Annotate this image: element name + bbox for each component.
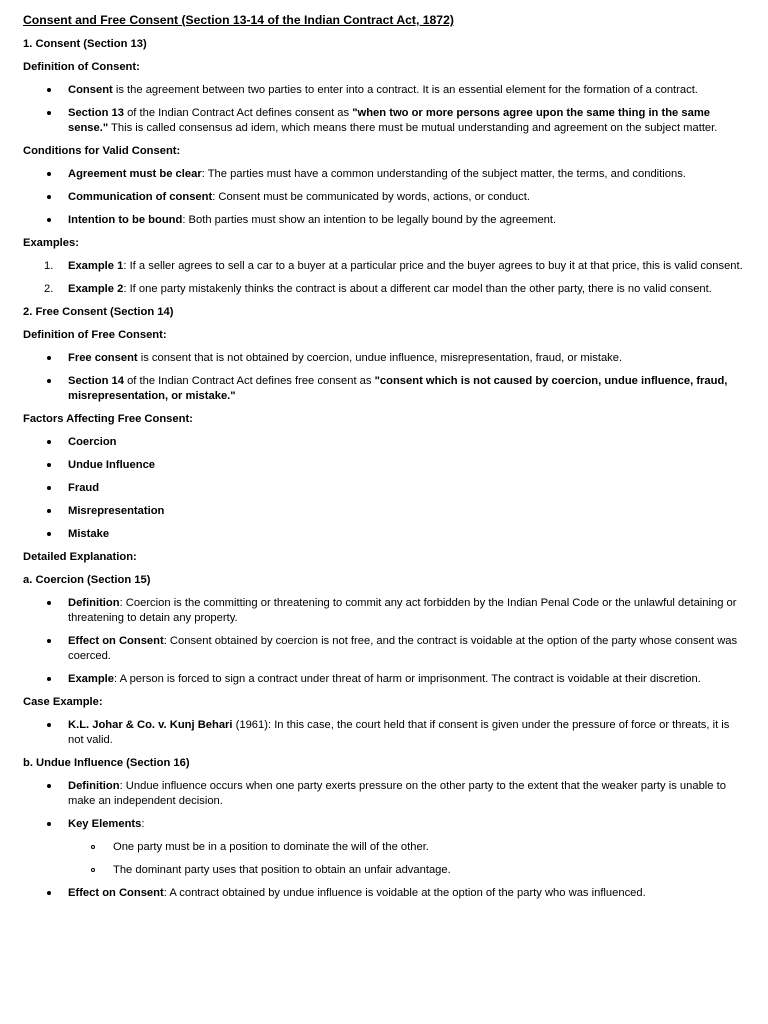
subheading-factors: Factors Affecting Free Consent:: [23, 413, 193, 425]
subheading-conditions: Conditions for Valid Consent:: [23, 145, 181, 157]
factor: Fraud: [68, 482, 100, 494]
conditions-list: [23, 167, 748, 228]
term: Intention to be bound: [68, 214, 183, 226]
section-heading-consent: 1. Consent (Section 13): [23, 38, 147, 50]
examples-list: [23, 259, 748, 297]
circle-bullet-icon: [91, 845, 95, 849]
subheading-detailed-explanation: Detailed Explanation:: [23, 551, 137, 563]
coercion-list: [23, 596, 748, 687]
item-number: 2.: [44, 283, 54, 295]
item-text: is the agreement between two parties to enter into a contract. It is an essential element for the formation of a contract.: [112, 84, 698, 96]
item-text: : Consent must be communicated by words, actions, or conduct.: [212, 191, 530, 203]
term: Definition: [68, 780, 120, 792]
item-text: : Consent obtained by coercion is not free, and the contract is voidable at the option of the party whose consent was coerced.: [68, 635, 738, 662]
item-text: : Both parties must show an intention to be legally bound by the agreement.: [182, 214, 557, 226]
item-text: :: [141, 818, 145, 830]
item-text: : If a seller agrees to sell a car to a buyer at a particular price and the buyer agrees to buy it at that price, this is valid consent.: [123, 260, 743, 272]
list-item: [23, 596, 748, 626]
case-example-list: [23, 718, 748, 748]
list-item: [23, 83, 748, 98]
item-text: The dominant party uses that position to obtain an unfair advantage.: [113, 864, 451, 876]
factor: Coercion: [68, 436, 117, 448]
list-item: [23, 282, 748, 297]
sublist-item: [113, 863, 748, 878]
quote: "consent which is not caused by coercion, undue influence, fraud, misrepresentation, or mistake.": [68, 375, 728, 402]
list-item: [23, 718, 748, 748]
item-number: 1.: [44, 260, 54, 272]
sublist-item: [113, 840, 748, 855]
factors-list: [23, 435, 748, 542]
item-text: : If one party mistakenly thinks the contract is about a different car model than the other party, there is no valid consent.: [123, 283, 712, 295]
term: Key Elements: [68, 818, 142, 830]
item-text: (1961): In this case, the court held that if consent is given under the pressure of force or threats, it is not valid.: [68, 719, 730, 746]
term: Example: [68, 673, 115, 685]
subheading-undue-influence: b. Undue Influence (Section 16): [23, 757, 190, 769]
list-item: [23, 886, 748, 901]
term: Definition: [68, 597, 120, 609]
list-item: [23, 672, 748, 687]
term: Section 13: [68, 107, 124, 119]
list-item: [23, 504, 748, 519]
case-name: K.L. Johar & Co. v. Kunj Behari: [68, 719, 233, 731]
item-text: : Undue influence occurs when one party exerts pressure on the other party to the extent that the weaker party is unable to make an independent decision.: [68, 780, 726, 807]
term: Free consent: [68, 352, 138, 364]
quote: "when two or more persons agree upon the same thing in the same sense.": [68, 107, 710, 134]
term: Effect on Consent: [68, 635, 164, 647]
list-item: [23, 351, 748, 366]
item-text: : The parties must have a common understanding of the subject matter, the terms, and conditions.: [201, 168, 686, 180]
item-text: One party must be in a position to dominate the will of the other.: [113, 841, 429, 853]
key-elements-sublist: [68, 840, 748, 878]
circle-bullet-icon: [91, 868, 95, 872]
consent-definition-list: [23, 83, 748, 136]
list-item: [23, 817, 748, 878]
term: Consent: [68, 84, 113, 96]
list-item: [23, 167, 748, 182]
list-item: [23, 634, 748, 664]
list-item: [23, 259, 748, 274]
term: Effect on Consent: [68, 887, 164, 899]
undue-influence-list: [23, 779, 748, 901]
item-text: This is called consensus ad idem, which means there must be mutual understanding and agreement on the subject matter.: [108, 122, 718, 134]
list-item: [23, 527, 748, 542]
subheading-definition-of-consent: Definition of Consent:: [23, 61, 140, 73]
factor: Misrepresentation: [68, 505, 165, 517]
factor: Mistake: [68, 528, 110, 540]
free-consent-definition-list: [23, 351, 748, 404]
term: Communication of consent: [68, 191, 213, 203]
list-item: [23, 190, 748, 205]
factor: Undue Influence: [68, 459, 156, 471]
subheading-definition-of-free-consent: Definition of Free Consent:: [23, 329, 167, 341]
list-item: [23, 374, 748, 404]
list-item: [23, 213, 748, 228]
list-item: [23, 106, 748, 136]
item-text: : Coercion is the committing or threatening to commit any act forbidden by the Indian Penal Code or the unlawful detaining or threatening to detain any property.: [68, 597, 737, 624]
subheading-coercion: a. Coercion (Section 15): [23, 574, 151, 586]
list-item: [23, 458, 748, 473]
page-title: Consent and Free Consent (Section 13-14 of the Indian Contract Act, 1872): [23, 13, 454, 27]
item-text: is consent that is not obtained by coercion, undue influence, misrepresentation, fraud, or mistake.: [137, 352, 623, 364]
item-text: : A contract obtained by undue influence is voidable at the option of the party who was influenced.: [163, 887, 646, 899]
item-text: of the Indian Contract Act defines consent as: [123, 107, 353, 119]
subheading-examples: Examples:: [23, 237, 79, 249]
term: Example 2: [68, 283, 124, 295]
term: Example 1: [68, 260, 124, 272]
list-item: [23, 481, 748, 496]
list-item: [23, 435, 748, 450]
item-text: : A person is forced to sign a contract under threat of harm or imprisonment. The contract is voidable at their discretion.: [114, 673, 701, 685]
section-heading-free-consent: 2. Free Consent (Section 14): [23, 306, 174, 318]
term: Agreement must be clear: [68, 168, 202, 180]
term: Section 14: [68, 375, 124, 387]
subheading-case-example: Case Example:: [23, 696, 103, 708]
list-item: [23, 779, 748, 809]
item-text: of the Indian Contract Act defines free consent as: [123, 375, 375, 387]
